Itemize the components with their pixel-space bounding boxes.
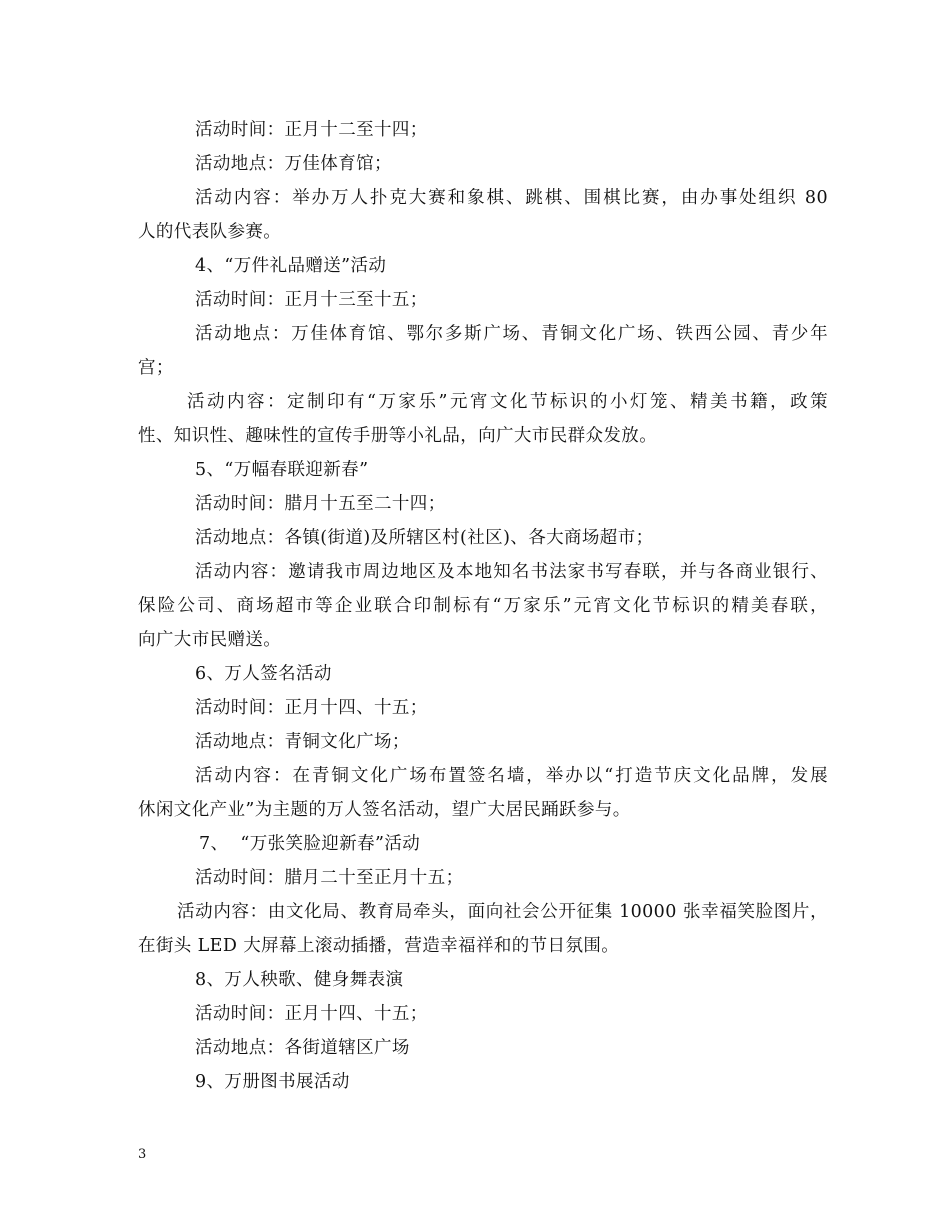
- text-line-1: 活动时间：正月十二至十四；: [195, 120, 428, 140]
- text-line-18: 活动时间：正月十四、十五；: [195, 698, 428, 718]
- section-heading-8: 8、万人秧歌、健身舞表演: [195, 970, 404, 990]
- text-line-25: 在街头 LED 大屏幕上滚动插播，营造幸福祥和的节日氛围。: [138, 936, 620, 956]
- text-line-20: 活动内容：在青铜文化广场布置签名墙，举办以“打造节庆文化品牌，发展: [195, 766, 828, 786]
- text-line-19: 活动地点：青铜文化广场；: [195, 732, 410, 752]
- text-line-4: 人的代表队参赛。: [138, 222, 282, 242]
- section-heading-6: 6、万人签名活动: [195, 664, 332, 684]
- document-body: [138, 113, 828, 1099]
- text-line-16: 向广大市民赠送。: [138, 630, 282, 650]
- page-number: 3: [138, 1147, 147, 1162]
- text-line-8: 宫；: [138, 358, 174, 378]
- section-heading-5: 5、“万幅春联迎新春”: [195, 460, 369, 480]
- text-line-3: 活动内容：举办万人扑克大赛和象棋、跳棋、围棋比赛，由办事处组织 80: [195, 188, 828, 208]
- section-heading-9: 9、万册图书展活动: [195, 1072, 350, 1092]
- text-line-7: 活动地点：万佳体育馆、鄂尔多斯广场、青铜文化广场、铁西公园、青少年: [195, 324, 828, 344]
- text-line-23: 活动时间：腊月二十至正月十五；: [195, 868, 464, 888]
- text-line-14: 活动内容：邀请我市周边地区及本地知名书法家书写春联，并与各商业银行、: [195, 562, 828, 582]
- text-line-9: 活动内容：定制印有“万家乐”元宵文化节标识的小灯笼、精美书籍，政策: [187, 392, 828, 412]
- text-line-15: 保险公司、商场超市等企业联合印制标有“万家乐”元宵文化节标识的精美春联，: [138, 596, 828, 616]
- text-line-21: 休闲文化产业”为主题的万人签名活动，望广大居民踊跃参与。: [138, 800, 631, 820]
- text-line-27: 活动时间：正月十四、十五；: [195, 1004, 428, 1024]
- text-line-10: 性、知识性、趣味性的宣传手册等小礼品，向广大市民群众发放。: [138, 426, 658, 446]
- text-line-28: 活动地点：各街道辖区广场: [195, 1038, 410, 1058]
- section-heading-4: 4、“万件礼品赠送”活动: [195, 256, 387, 276]
- text-line-24: 活动内容：由文化局、教育局牵头，面向社会公开征集 10000 张幸福笑脸图片，: [177, 902, 828, 922]
- text-line-2: 活动地点：万佳体育馆；: [195, 154, 392, 174]
- section-heading-7: 7、 “万张笑脸迎新春”活动: [199, 834, 421, 854]
- text-line-13: 活动地点：各镇(街道)及所辖区村(社区)、各大商场超市；: [195, 528, 654, 548]
- text-line-12: 活动时间：腊月十五至二十四；: [195, 494, 446, 514]
- text-line-6: 活动时间：正月十三至十五；: [195, 290, 428, 310]
